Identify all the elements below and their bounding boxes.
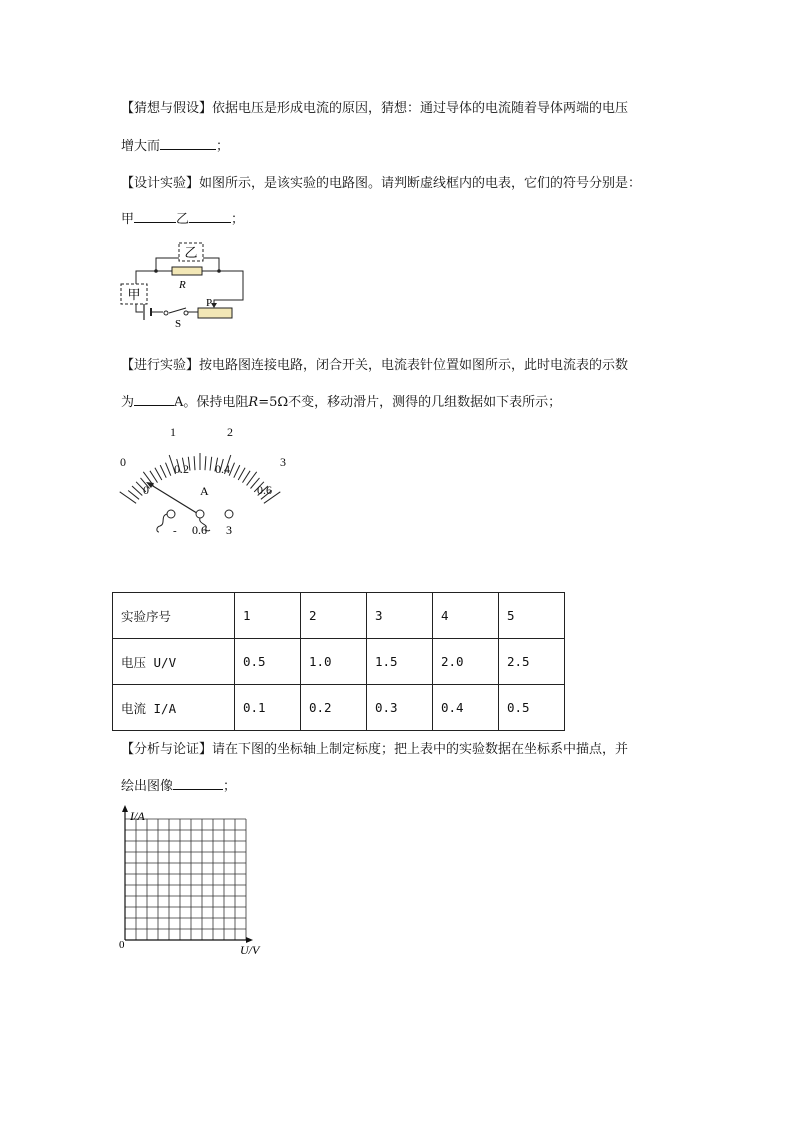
- table-cell: 2.0: [433, 639, 499, 685]
- ammeter-tick: [155, 468, 162, 480]
- ammeter-top-label: 2: [227, 425, 233, 439]
- hypothesis-line-1: 【猜想与假设】依据电压是形成电流的原因，猜想：通过导体的电流随着导体两端的电压: [121, 101, 629, 116]
- analysis-line-1: 【分析与论证】请在下图的坐标轴上制定标度；把上表中的实验数据在坐标系中描点，并: [121, 742, 629, 757]
- terminal-negative: [167, 510, 175, 518]
- table-header-cell: 实验序号: [113, 593, 235, 639]
- ammeter-tick: [150, 471, 158, 483]
- resistor-symbol: R: [248, 395, 259, 410]
- table-header-cell: 电压 U/V: [113, 639, 235, 685]
- table-cell: 0.1: [235, 685, 301, 731]
- design-line-2: [121, 208, 244, 227]
- resistor-label: R: [179, 279, 186, 291]
- table-cell: 0.4: [433, 685, 499, 731]
- coordinate-grid[interactable]: [112, 804, 272, 956]
- hypothesis-prefix: 增大而: [121, 139, 161, 154]
- yi-label: 乙: [176, 212, 190, 227]
- ammeter-needle: [148, 483, 200, 515]
- circuit-diagram: [112, 238, 252, 330]
- switch-contact-left: [164, 311, 168, 315]
- slider-label: P: [206, 297, 213, 309]
- lead-wire-left: [157, 514, 167, 532]
- ammeter-tick: [234, 465, 240, 478]
- rheostat: [198, 308, 232, 318]
- ammeter-tick: [243, 471, 251, 483]
- ammeter-tick: [210, 457, 212, 471]
- ammeter-bottom-label: 0: [143, 483, 149, 497]
- meter-box-jia-label: 甲: [127, 287, 141, 302]
- table-cell: 3: [367, 593, 433, 639]
- table-cell: 0.5: [499, 685, 565, 731]
- answer-blank-graph[interactable]: [173, 789, 223, 790]
- ammeter-bottom-label: 0.6: [257, 483, 272, 497]
- x-axis-label: U/V: [240, 943, 260, 956]
- terminal-label-negative: -: [173, 525, 177, 537]
- ammeter-tick: [128, 491, 139, 500]
- ammeter-bottom-label: 0.4: [215, 462, 230, 476]
- analysis-prefix: 绘出图像: [121, 779, 174, 794]
- y-axis-label: I/A: [130, 809, 145, 823]
- ammeter-dial: [112, 420, 297, 540]
- procedure-mid1: A。保持电阻: [174, 395, 249, 410]
- data-table: [112, 592, 565, 731]
- ammeter-tick: [160, 465, 166, 478]
- procedure-mid2: =5Ω不变，移动滑片，测得的几组数据如下表所示；: [258, 395, 562, 410]
- junction-right: [217, 269, 221, 273]
- ammeter-top-label: 3: [280, 455, 286, 469]
- terminal-3: [225, 510, 233, 518]
- procedure-line-2: [121, 391, 561, 410]
- terminal-label-0-6: 0.6: [192, 523, 207, 537]
- origin-label: 0: [119, 939, 125, 951]
- table-cell: 1.0: [301, 639, 367, 685]
- switch-label: S: [175, 318, 182, 330]
- answer-blank-trend[interactable]: [160, 149, 216, 150]
- table-cell: 2: [301, 593, 367, 639]
- design-line-1: 【设计实验】如图所示，是该实验的电路图。请判断虚线框内的电表，它们的符号分别是：: [121, 176, 642, 191]
- ammeter-top-label: 0: [120, 455, 126, 469]
- table-cell: 5: [499, 593, 565, 639]
- table-row: [113, 685, 565, 731]
- hypothesis-line-2: [121, 135, 229, 154]
- ammeter-tick: [132, 486, 142, 496]
- answer-blank-current[interactable]: [134, 405, 174, 406]
- meter-box-yi-label: 乙: [184, 245, 198, 260]
- resistor: [172, 267, 202, 275]
- terminal-label-3: 3: [226, 523, 232, 537]
- terminal-0-6: [196, 510, 204, 518]
- answer-blank-jia[interactable]: [134, 222, 176, 223]
- ammeter-top-label: 1: [170, 425, 176, 439]
- table-cell: 1: [235, 593, 301, 639]
- ammeter-tick: [166, 463, 171, 476]
- ammeter-tick: [194, 456, 195, 470]
- answer-blank-yi[interactable]: [189, 222, 231, 223]
- ammeter-unit: A: [200, 484, 209, 498]
- ammeter-tick: [120, 492, 136, 504]
- table-cell: 4: [433, 593, 499, 639]
- table-row: [113, 593, 565, 639]
- ammeter-tick: [238, 468, 245, 480]
- ammeter-bottom-label: 0.2: [174, 462, 189, 476]
- table-cell: 0.3: [367, 685, 433, 731]
- analysis-line-2: [121, 775, 236, 794]
- table-header-cell: 电流 I/A: [113, 685, 235, 731]
- analysis-suffix: ；: [223, 779, 237, 794]
- junction-left: [154, 269, 158, 273]
- table-cell: 0.5: [235, 639, 301, 685]
- table-row: [113, 639, 565, 685]
- table-cell: 2.5: [499, 639, 565, 685]
- design-end: ；: [231, 212, 245, 227]
- table-cell: 0.2: [301, 685, 367, 731]
- table-cell: 1.5: [367, 639, 433, 685]
- switch-contact-right: [184, 311, 188, 315]
- procedure-line-1: 【进行实验】按电路图连接电路，闭合开关，电流表针位置如图所示，此时电流表的示数: [121, 358, 629, 373]
- y-axis-arrow: [122, 805, 128, 812]
- procedure-prefix: 为: [121, 395, 135, 410]
- hypothesis-suffix: ；: [216, 139, 230, 154]
- jia-label: 甲: [121, 212, 135, 227]
- ammeter-tick: [205, 456, 206, 470]
- slider-arrow: [214, 300, 236, 304]
